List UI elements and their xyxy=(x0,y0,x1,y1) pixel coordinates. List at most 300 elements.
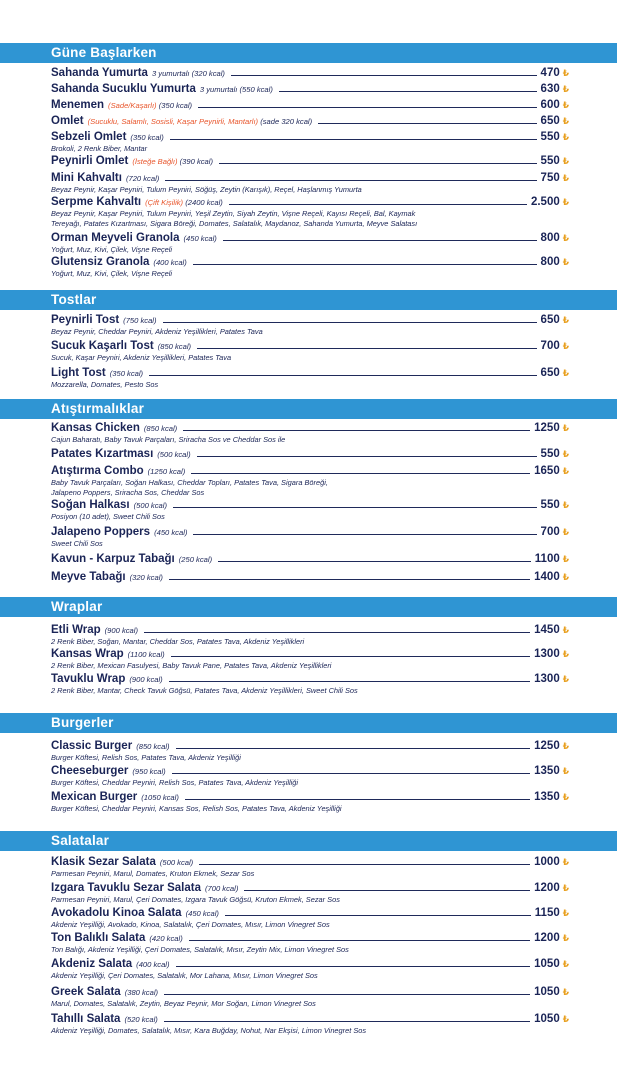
item-description: Marul, Domates, Salatalık, Zeytin, Beyaz Peynir, Mor Soğan, Limon Vinegret Sos xyxy=(51,999,316,1008)
item-subtitle xyxy=(148,465,186,479)
item-kcal: (420 kcal) xyxy=(149,934,183,943)
lira-icon: ₺ xyxy=(562,572,569,582)
dot-leader xyxy=(169,681,530,682)
item-subtitle xyxy=(136,958,169,972)
item-price: 650 xyxy=(540,367,560,379)
item-kcal: (350 kcal) xyxy=(130,133,164,142)
menu-item-row xyxy=(51,313,569,327)
menu-item xyxy=(51,98,569,112)
item-price: 630 xyxy=(540,83,560,95)
item-description: Akdeniz Yeşilliği, Domates, Salatalık, Mısır, Kara Buğday, Nohut, Nar Ekşisi, Limon Vinegret Sos xyxy=(51,1026,367,1035)
lira-icon: ₺ xyxy=(562,674,569,684)
dot-leader xyxy=(223,240,537,241)
lira-icon: ₺ xyxy=(562,1014,569,1024)
lira-icon: ₺ xyxy=(562,908,569,918)
item-name: Serpme Kahvaltı xyxy=(51,196,142,208)
menu-item xyxy=(51,985,569,1009)
menu-item-row xyxy=(51,906,569,920)
item-description-line2: Tereyağı, Patates Kızartması, Sigara Böreği, Domates, Salatalık, Maydanoz, Sahanda Yumurta, Meyve Salatası xyxy=(51,218,418,228)
section-header: Salatalar xyxy=(0,831,617,851)
menu-item-row xyxy=(51,339,569,353)
menu-item-row xyxy=(51,231,569,245)
dot-leader xyxy=(279,91,537,92)
item-subtitle xyxy=(136,740,169,754)
item-price: 1400 xyxy=(534,571,560,583)
item-description: Yoğurt, Muz, Kivi, Çilek, Vişne Reçeli xyxy=(51,269,173,278)
item-kcal: (500 kcal) xyxy=(159,858,194,867)
item-description: Sweet Chili Sos xyxy=(51,539,103,548)
menu-item xyxy=(51,1012,569,1036)
item-price: 1450 xyxy=(534,624,560,636)
item-name: Cheeseburger xyxy=(51,765,129,777)
section-header: Güne Başlarken xyxy=(0,43,617,63)
item-kcal: 3 yumurtalı (320 kcal) xyxy=(151,69,225,78)
item-price: 1050 xyxy=(534,1013,560,1025)
item-description: Beyaz Peynir, Kaşar Peyniri, Tulum Peyniri, Söğüş, Zeytin (Karışık), Reçel, Haşlanmış Yumurta xyxy=(51,185,362,194)
item-kcal: (950 kcal) xyxy=(132,767,166,776)
item-name: Jalapeno Poppers xyxy=(51,526,151,538)
dot-leader xyxy=(176,966,531,967)
dot-leader xyxy=(318,123,536,124)
dot-leader xyxy=(144,632,530,633)
item-price: 650 xyxy=(540,314,560,326)
lira-icon: ₺ xyxy=(562,959,569,969)
item-subtitle xyxy=(149,932,182,946)
item-description-line2: Jalapeno Poppers, Sriracha Sos, Cheddar Sos xyxy=(51,487,205,497)
menu-item-row xyxy=(51,98,569,112)
dot-leader xyxy=(170,139,537,140)
item-name: Klasik Sezar Salata xyxy=(51,856,156,868)
item-subtitle xyxy=(110,367,143,381)
item-subtitle xyxy=(154,526,187,540)
menu-item-row xyxy=(51,366,569,380)
menu-item xyxy=(51,339,569,363)
menu-item xyxy=(51,647,569,671)
lira-icon: ₺ xyxy=(562,257,569,267)
dot-leader xyxy=(219,163,537,164)
dot-leader xyxy=(149,375,536,376)
menu-item-row xyxy=(51,647,569,661)
item-kcal: (1250 kcal) xyxy=(147,467,186,476)
item-name: Kavun - Karpuz Tabağı xyxy=(51,553,175,565)
item-kcal: (380 kcal) xyxy=(124,988,159,997)
menu-item-row xyxy=(51,672,569,686)
item-price: 1650 xyxy=(534,465,560,477)
dot-leader xyxy=(165,180,536,181)
menu-item-row xyxy=(51,114,569,128)
menu-item-row xyxy=(51,464,569,478)
lira-icon: ₺ xyxy=(562,100,569,110)
item-description: Burger Köftesi, Cheddar Peyniri, Relish Sos, Patates Tava, Akdeniz Yeşilliği xyxy=(51,778,299,787)
item-subtitle xyxy=(123,314,156,328)
item-subtitle xyxy=(129,673,162,687)
menu-item xyxy=(51,881,569,905)
item-subtitle xyxy=(153,256,186,270)
dot-leader xyxy=(173,507,537,508)
item-price: 1150 xyxy=(534,907,560,919)
item-subtitle xyxy=(126,172,159,186)
item-subtitle xyxy=(132,155,213,169)
item-kcal: (850 kcal) xyxy=(143,424,178,433)
item-description: Cajun Baharatı, Baby Tavuk Parçaları, Sriracha Sos ve Cheddar Sos ile xyxy=(51,435,286,444)
item-subtitle xyxy=(144,422,177,436)
menu-item xyxy=(51,255,569,279)
item-kcal: (900 kcal) xyxy=(129,675,163,684)
lira-icon: ₺ xyxy=(562,132,569,142)
item-description: Burger Köftesi, Relish Sos, Patates Tava, Akdeniz Yeşilliği xyxy=(51,753,241,762)
dot-leader xyxy=(163,322,537,323)
dot-leader xyxy=(164,994,530,995)
menu-item xyxy=(51,464,569,497)
item-name: Soğan Halkası xyxy=(51,499,130,511)
lira-icon: ₺ xyxy=(562,84,569,94)
dot-leader xyxy=(172,773,530,774)
section-header: Burgerler xyxy=(0,713,617,733)
menu-item xyxy=(51,552,569,566)
item-price: 650 xyxy=(540,115,560,127)
item-name: Peynirli Omlet xyxy=(51,155,129,167)
item-subtitle xyxy=(105,624,138,638)
dot-leader xyxy=(189,940,530,941)
item-subtitle xyxy=(158,340,191,354)
dot-leader xyxy=(193,534,536,535)
item-kcal: (500 kcal) xyxy=(133,501,167,510)
lira-icon: ₺ xyxy=(562,173,569,183)
lira-icon: ₺ xyxy=(562,341,569,351)
item-price: 1050 xyxy=(534,958,560,970)
item-price: 1000 xyxy=(534,856,560,868)
item-kcal: (520 kcal) xyxy=(124,1015,158,1024)
item-kcal: (400 kcal) xyxy=(153,258,187,267)
item-name: Mexican Burger xyxy=(51,791,138,803)
item-description: Burger Köftesi, Cheddar Peyniri, Kansas Sos, Relish Sos, Patates Tava, Akdeniz Yeşilliği xyxy=(51,804,342,813)
dot-leader xyxy=(191,473,530,474)
item-name: Atıştırma Combo xyxy=(51,465,144,477)
dot-leader xyxy=(185,799,530,800)
item-description: Mozzarella, Domates, Pesto Sos xyxy=(51,380,159,389)
item-price: 1350 xyxy=(534,791,560,803)
item-option: (Sade/Kaşarlı) xyxy=(108,101,157,110)
dot-leader xyxy=(218,561,531,562)
item-description: Parmesan Peyniri, Marul, Domates, Kruton Ekmek, Sezar Sos xyxy=(51,869,255,878)
item-name: Sahanda Sucuklu Yumurta xyxy=(51,83,196,95)
item-description: 2 Renk Biber, Mantar, Check Tavuk Göğsü, Patates Tava, Akdeniz Yeşillikleri, Sweet Chili Sos xyxy=(51,686,358,695)
item-description: Sucuk, Kaşar Peyniri, Akdeniz Yeşillikleri, Patates Tava xyxy=(51,353,232,362)
menu-item-row xyxy=(51,570,569,584)
item-kcal: (350 kcal) xyxy=(109,369,144,378)
dot-leader xyxy=(193,264,537,265)
item-subtitle xyxy=(132,765,165,779)
item-price: 470 xyxy=(540,67,560,79)
lira-icon: ₺ xyxy=(562,857,569,867)
item-subtitle xyxy=(145,196,223,210)
dot-leader xyxy=(199,864,530,865)
menu-item xyxy=(51,154,569,168)
menu-item xyxy=(51,498,569,522)
item-subtitle xyxy=(130,131,163,145)
item-subtitle xyxy=(134,499,167,513)
item-name: Tahıllı Salata xyxy=(51,1013,121,1025)
item-price: 700 xyxy=(540,340,560,352)
lira-icon: ₺ xyxy=(562,987,569,997)
item-name: Etli Wrap xyxy=(51,624,101,636)
item-name: Greek Salata xyxy=(51,986,121,998)
item-price: 1300 xyxy=(534,673,560,685)
menu-item xyxy=(51,739,569,763)
dot-leader xyxy=(244,890,530,891)
item-name: Sucuk Kaşarlı Tost xyxy=(51,340,154,352)
menu-item xyxy=(51,790,569,814)
item-kcal: (sade 320 kcal) xyxy=(260,117,313,126)
item-name: Kansas Wrap xyxy=(51,648,124,660)
item-price: 550 xyxy=(540,155,560,167)
dot-leader xyxy=(197,456,537,457)
menu-item xyxy=(51,957,569,981)
lira-icon: ₺ xyxy=(562,233,569,243)
item-price: 1350 xyxy=(534,765,560,777)
item-kcal: (250 kcal) xyxy=(178,555,213,564)
menu-item-row xyxy=(51,739,569,753)
item-name: Meyve Tabağı xyxy=(51,571,126,583)
item-kcal: (390 kcal) xyxy=(179,157,213,166)
item-kcal: (450 kcal) xyxy=(154,528,188,537)
menu-item xyxy=(51,366,569,390)
lira-icon: ₺ xyxy=(562,554,569,564)
item-name: Tavuklu Wrap xyxy=(51,673,126,685)
lira-icon: ₺ xyxy=(562,500,569,510)
item-kcal: (1050 kcal) xyxy=(141,793,179,802)
dot-leader xyxy=(171,656,530,657)
item-subtitle xyxy=(108,99,192,113)
item-name: Classic Burger xyxy=(51,740,133,752)
item-description: Parmesan Peyniri, Marul, Çeri Domates, Izgara Tavuk Göğsü, Kruton Ekmek, Sezar Sos xyxy=(51,895,340,904)
item-kcal: (320 kcal) xyxy=(129,573,163,582)
menu-item-row xyxy=(51,764,569,778)
item-name: Omlet xyxy=(51,115,84,127)
lira-icon: ₺ xyxy=(562,933,569,943)
item-kcal: (750 kcal) xyxy=(123,316,157,325)
item-price: 750 xyxy=(540,172,560,184)
item-description: Posiyon (10 adet), Sweet Chili Sos xyxy=(51,512,165,521)
item-description: Beyaz Peynir, Cheddar Peyniri, Akdeniz Yeşillikleri, Patates Tava xyxy=(51,327,263,336)
item-price: 2.500 xyxy=(530,196,560,208)
menu-item-row xyxy=(51,171,569,185)
menu-item xyxy=(51,231,569,255)
item-subtitle xyxy=(130,571,163,585)
item-subtitle xyxy=(157,448,190,462)
item-subtitle xyxy=(128,648,165,662)
item-price: 550 xyxy=(540,448,560,460)
section-header: Atıştırmalıklar xyxy=(0,399,617,419)
item-kcal: (850 kcal) xyxy=(136,742,170,751)
item-price: 1250 xyxy=(534,422,560,434)
item-subtitle xyxy=(200,83,273,97)
dot-leader xyxy=(225,915,531,916)
item-kcal: (400 kcal) xyxy=(136,960,170,969)
item-option: (Sucuklu, Salamlı, Sosisli, Kaşar Peynirli, Mantarlı) xyxy=(87,117,259,126)
dot-leader xyxy=(198,107,536,108)
lira-icon: ₺ xyxy=(562,449,569,459)
menu-item xyxy=(51,130,569,154)
item-name: Orman Meyveli Granola xyxy=(51,232,180,244)
item-price: 550 xyxy=(540,131,560,143)
menu-item xyxy=(51,447,569,461)
item-kcal: (850 kcal) xyxy=(157,342,192,351)
item-price: 600 xyxy=(540,99,560,111)
item-subtitle xyxy=(125,986,158,1000)
menu-item xyxy=(51,623,569,647)
item-name: Izgara Tavuklu Sezar Salata xyxy=(51,882,201,894)
item-description: Baby Tavuk Parçaları, Soğan Halkası, Cheddar Topları, Patates Tava, Sigara Böreği, xyxy=(51,478,328,487)
dot-leader xyxy=(197,348,537,349)
item-name: Peynirli Tost xyxy=(51,314,120,326)
lira-icon: ₺ xyxy=(562,527,569,537)
item-subtitle xyxy=(205,882,238,896)
menu-item xyxy=(51,195,569,228)
item-name: Sahanda Yumurta xyxy=(51,67,148,79)
item-kcal: 3 yumurtalı (550 kcal) xyxy=(199,85,273,94)
dot-leader xyxy=(176,748,531,749)
lira-icon: ₺ xyxy=(562,741,569,751)
item-name: Light Tost xyxy=(51,367,106,379)
lira-icon: ₺ xyxy=(562,649,569,659)
item-name: Akdeniz Salata xyxy=(51,958,133,970)
section-header: Wraplar xyxy=(0,597,617,617)
item-name: Kansas Chicken xyxy=(51,422,140,434)
menu-item xyxy=(51,313,569,337)
menu-item-row xyxy=(51,498,569,512)
item-description: Akdeniz Yeşilliği, Avokado, Kinoa, Salatalık, Çeri Domates, Mısır, Limon Vinegret Sos xyxy=(51,920,330,929)
item-name: Patates Kızartması xyxy=(51,448,154,460)
lira-icon: ₺ xyxy=(562,197,569,207)
dot-leader xyxy=(231,75,537,76)
item-subtitle xyxy=(88,115,313,129)
menu-item xyxy=(51,525,569,549)
lira-icon: ₺ xyxy=(562,368,569,378)
item-name: Avokadolu Kinoa Salata xyxy=(51,907,182,919)
item-price: 1050 xyxy=(534,986,560,998)
menu-item-row xyxy=(51,525,569,539)
dot-leader xyxy=(169,579,530,580)
item-kcal: (720 kcal) xyxy=(125,174,160,183)
lira-icon: ₺ xyxy=(562,883,569,893)
menu-item xyxy=(51,764,569,788)
item-subtitle xyxy=(160,856,193,870)
menu-item-row xyxy=(51,130,569,144)
item-description: 2 Renk Biber, Mexican Fasulyesi, Baby Tavuk Pane, Patates Tava, Akdeniz Yeşillikleri xyxy=(51,661,332,670)
item-kcal: (1100 kcal) xyxy=(127,650,165,659)
menu-item xyxy=(51,931,569,955)
lira-icon: ₺ xyxy=(562,423,569,433)
lira-icon: ₺ xyxy=(562,625,569,635)
item-name: Sebzeli Omlet xyxy=(51,131,127,143)
item-kcal: (450 kcal) xyxy=(183,234,217,243)
lira-icon: ₺ xyxy=(562,766,569,776)
item-name: Mini Kahvaltı xyxy=(51,172,122,184)
item-price: 1300 xyxy=(534,648,560,660)
menu-item xyxy=(51,82,569,96)
item-price: 1100 xyxy=(534,553,560,565)
menu-item xyxy=(51,66,569,80)
item-description: Akdeniz Yeşilliği, Çeri Domates, Salatalık, Mor Lahana, Mısır, Limon Vinegret Sos xyxy=(51,971,318,980)
item-subtitle xyxy=(152,67,225,81)
lira-icon: ₺ xyxy=(562,792,569,802)
menu-item-row xyxy=(51,66,569,80)
menu-item-row xyxy=(51,447,569,461)
menu-item-row xyxy=(51,421,569,435)
item-option: (İsteğe Bağlı) xyxy=(132,157,178,166)
item-description: Beyaz Peynir, Kaşar Peyniri, Tulum Peyniri, Yeşil Zeytin, Siyah Zeytin, Vişne Reçeli, Kayısı Reçeli, Bal, Kaymak xyxy=(51,209,416,218)
lira-icon: ₺ xyxy=(562,68,569,78)
menu-item-row xyxy=(51,881,569,895)
item-option: (Çift Kişilik) xyxy=(145,198,184,207)
item-description: Yoğurt, Muz, Kivi, Çilek, Vişne Reçeli xyxy=(51,245,173,254)
dot-leader xyxy=(183,430,530,431)
item-description: 2 Renk Biber, Soğan, Mantar, Cheddar Sos, Patates Tava, Akdeniz Yeşillikleri xyxy=(51,637,305,646)
item-name: Ton Balıklı Salata xyxy=(51,932,146,944)
menu-item-row xyxy=(51,552,569,566)
item-kcal: (700 kcal) xyxy=(205,884,239,893)
menu-item xyxy=(51,421,569,445)
menu-item xyxy=(51,114,569,128)
item-description: Ton Balığı, Akdeniz Yeşilliği, Çeri Domates, Salatalık, Mısır, Zeytin Mix, Limon Vinegret Sos xyxy=(51,945,349,954)
item-kcal: (350 kcal) xyxy=(158,101,193,110)
item-description: Brokoli, 2 Renk Biber, Mantar xyxy=(51,144,148,153)
lira-icon: ₺ xyxy=(562,466,569,476)
menu-item-row xyxy=(51,985,569,999)
item-price: 800 xyxy=(540,256,560,268)
menu-item-row xyxy=(51,1012,569,1026)
menu-item xyxy=(51,855,569,879)
item-price: 1250 xyxy=(534,740,560,752)
section-header: Tostlar xyxy=(0,290,617,310)
item-subtitle xyxy=(179,553,212,567)
menu-item-row xyxy=(51,154,569,168)
menu-item xyxy=(51,171,569,195)
dot-leader xyxy=(164,1021,530,1022)
dot-leader xyxy=(229,204,527,205)
item-price: 550 xyxy=(540,499,560,511)
item-price: 1200 xyxy=(534,882,560,894)
lira-icon: ₺ xyxy=(562,156,569,166)
item-subtitle xyxy=(124,1013,157,1027)
menu-item-row xyxy=(51,957,569,971)
menu-item-row xyxy=(51,931,569,945)
item-subtitle xyxy=(141,791,179,805)
item-name: Menemen xyxy=(51,99,105,111)
item-kcal: (450 kcal) xyxy=(185,909,219,918)
item-kcal: (500 kcal) xyxy=(157,450,191,459)
menu-item-row xyxy=(51,255,569,269)
menu-item-row xyxy=(51,82,569,96)
menu-item xyxy=(51,570,569,584)
menu-item xyxy=(51,672,569,696)
menu-item-row xyxy=(51,790,569,804)
menu-item-row xyxy=(51,195,569,209)
item-kcal: (900 kcal) xyxy=(104,626,138,635)
item-price: 800 xyxy=(540,232,560,244)
item-subtitle xyxy=(183,232,216,246)
item-price: 700 xyxy=(540,526,560,538)
menu-item xyxy=(51,906,569,930)
item-price: 1200 xyxy=(534,932,560,944)
menu-item-row xyxy=(51,855,569,869)
lira-icon: ₺ xyxy=(562,315,569,325)
menu-item-row xyxy=(51,623,569,637)
item-subtitle xyxy=(186,907,219,921)
item-kcal: (2400 kcal) xyxy=(185,198,223,207)
item-name: Glutensiz Granola xyxy=(51,256,150,268)
